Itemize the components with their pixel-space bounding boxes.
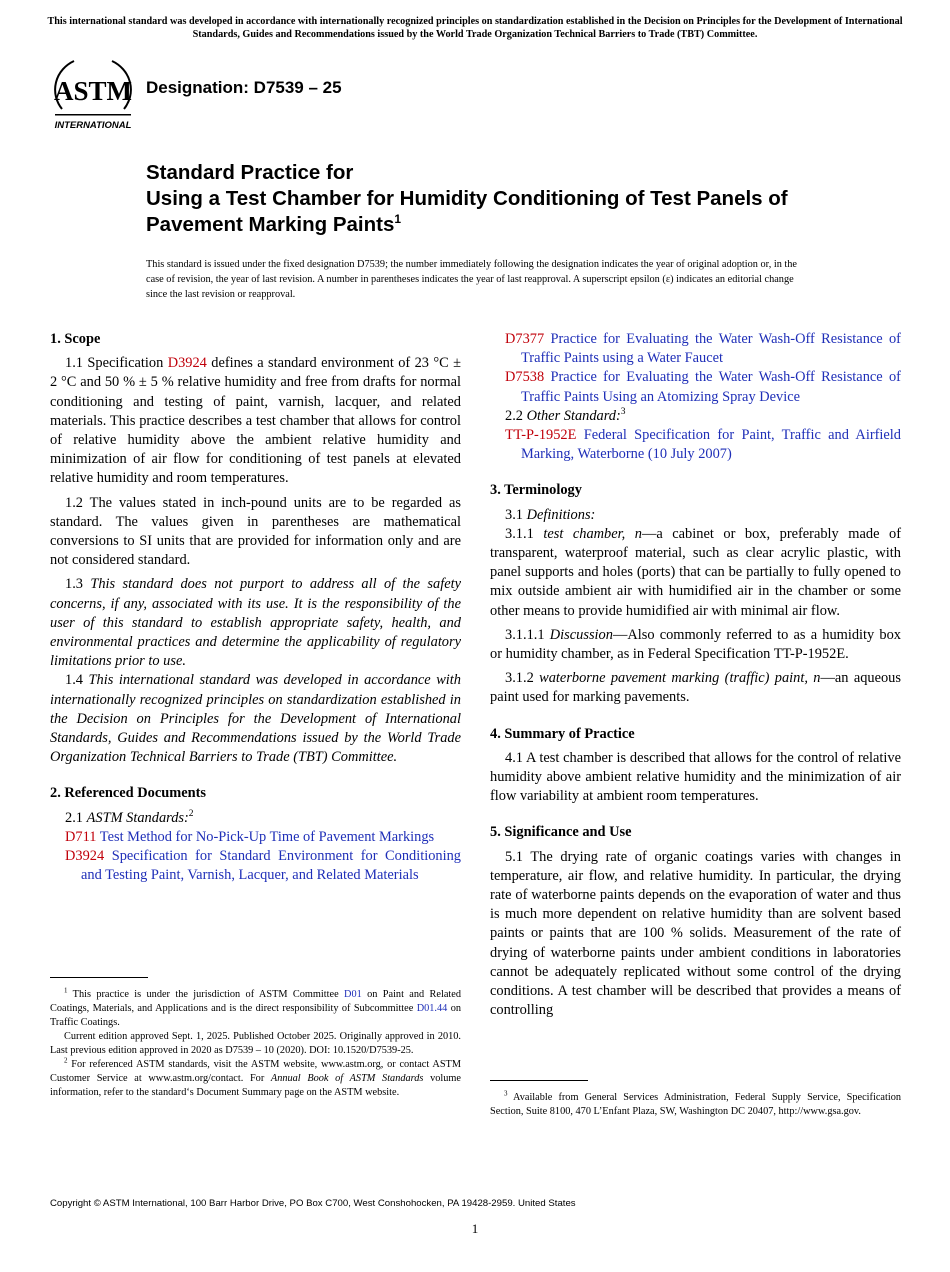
footnote-1: $^1$ This practice is under the jurisdiction of ASTM Committee D01 on Paint and Related Coatings, Materials, and Applications and is the direct responsibility of Subcommittee D01.44 on Traffic Coatings. bbox=[50, 986, 461, 1028]
document-title bbox=[146, 160, 866, 238]
title-line-2: Using a Test Chamber for Humidity Conditioning of Test Panels of Pavement Marking Paints bbox=[146, 187, 788, 236]
terminology-heading: 3. Terminology bbox=[490, 482, 582, 499]
para-1-2: 1.2 The values stated in inch-pound units are to be regarded as standard. The values given in parentheses are mathematical conversions to SI units that are provided for information only and are not considered standard. bbox=[50, 494, 461, 569]
significance-heading: 5. Significance and Use bbox=[490, 824, 632, 841]
ref-tt-p-1952e[interactable]: TT-P-1952E Federal Specification for Paint, Traffic and Airfield Marking, Waterborne (10 July 2007) bbox=[505, 427, 901, 463]
right-column bbox=[490, 330, 901, 1021]
designation: Designation: D7539 – 25 bbox=[146, 78, 342, 97]
scope-heading: 1. Scope bbox=[50, 331, 101, 347]
footnote-1-edition: Current edition approved Sept. 1, 2025. Published October 2025. Originally approved in 2010. Last previous edition approved in 2020 as D7539 – 10 (2020). DOI: 10.1520/D7539-25. bbox=[50, 1031, 461, 1056]
para-3-1-1-1: 3.1.1.1 Discussion—Also commonly referred to as a humidity box or humidity chamber, as in Federal Specification TT-P-1952E. bbox=[490, 626, 902, 663]
issuance-note: This standard is issued under the fixed designation D7539; the number immediately following the designation indicates the year of original adoption or, in the case of revision, the year of last revision. A number in parentheses indicates the year of last reapproval. A superscript epsilon (ε) indicates an editorial change since the last revision or reapproval. bbox=[146, 259, 798, 300]
astm-logo bbox=[52, 57, 134, 131]
para-4-1: 4.1 A test chamber is described that allows for the control of relative humidity above ambient relative humidity and the minimization of air flow variability at ambient room temperatures. bbox=[490, 749, 901, 805]
para-2-2: 2.2 Other Standard:$^3$ bbox=[505, 407, 626, 424]
title-main bbox=[146, 186, 866, 238]
ref-d7377[interactable]: D7377 Practice for Evaluating the Water Wash-Off Resistance of Traffic Paints using a Water Faucet bbox=[505, 331, 901, 367]
footnote-3: $^3$ Available from General Services Administration, Federal Supply Service, Specification Section, Suite 8100, 470 L’Enfant Plaza, SW, Washington DC 20407, http://www.gsa.gov. bbox=[490, 1089, 901, 1117]
logo-text-bottom: INTERNATIONAL bbox=[54, 120, 132, 131]
d01-44-link[interactable]: D01.44 bbox=[416, 1003, 448, 1014]
copyright: Copyright © ASTM International, 100 Barr Harbor Drive, PO Box C700, West Conshohocken, PA 19428-2959. United States bbox=[50, 1198, 576, 1209]
para-1-4: 1.4 This international standard was developed in accordance with internationally recognized principles on standardization established in the Decision on Principles for the Development of International Standards, Guides and Recommendations issued by the World Trade Organization Technical Barriers to Trade (TBT) Committee. bbox=[50, 672, 461, 766]
ref-d7538[interactable]: D7538 Practice for Evaluating the Water Wash-Off Resistance of Traffic Paints Using an Atomizing Spray Device bbox=[505, 369, 901, 405]
ref-d711[interactable]: D711 Test Method for No-Pick-Up Time of Pavement Markings bbox=[65, 828, 435, 845]
d3924-link[interactable]: D3924 bbox=[167, 355, 207, 372]
footnotes-left bbox=[50, 988, 461, 1100]
page-number: 1 bbox=[471, 1221, 479, 1236]
logo-text-top: ASTM bbox=[53, 76, 133, 106]
title-footnote-mark: 1 bbox=[394, 212, 402, 227]
para-3-1: 3.1 Definitions: bbox=[505, 506, 596, 523]
footnote-rule-right bbox=[490, 1080, 588, 1081]
para-3-1-1: 3.1.1 test chamber, n—a cabinet or box, preferably made of transparent, waterproof material, such as clear acrylic plastic, with panel supports and holes (ports) that can be partially to fully opened to mix outside ambient air with humidified air in the chamber or some other means to provide humidified air with minimal air flow. bbox=[490, 525, 901, 619]
d01-link[interactable]: D01 bbox=[344, 989, 362, 1000]
summary-heading: 4. Summary of Practice bbox=[490, 725, 635, 742]
para-2-1: 2.1 ASTM Standards:$^2$ bbox=[65, 808, 194, 826]
title-line-1: Standard Practice for bbox=[146, 161, 354, 184]
para-1-1: 1.1 Specification D3924 defines a standard environment of 23 °C ± 2 °C and 50 % ± 5 % relative humidity and free from drafts for normal conditioning and testing of paint, varnish, lacquer, and related materials. This practice describes a test chamber that allows for control of relative humidity above the ambient relative humidity and minimization of air flow for conditioning of test panels at elevated relative humidity and room temperatures. bbox=[50, 355, 462, 487]
footnote-2: $^2$ For referenced ASTM standards, visit the ASTM website, www.astm.org, or contact ASTM Customer Service at www.astm.org/contact. For Annual Book of ASTM Standards volume information, refer to the standard‘s Document Summary page on the ASTM website. bbox=[50, 1056, 461, 1098]
ref-d3924[interactable]: D3924 Specification for Standard Environment for Conditioning and Testing Paint, Varnish, Lacquer, and Related Materials bbox=[65, 848, 461, 884]
top-notice: This international standard was developed in accordance with internationally recognized principles on standardization established in the Decision on Principles for the Development of International Standards, Guides and Recommendations issued by the World Trade Organization Technical Barriers to Trade (TBT) Committee. bbox=[47, 16, 903, 40]
left-column bbox=[50, 330, 461, 885]
para-3-1-2: 3.1.2 waterborne pavement marking (traffic) paint, n—an aqueous paint used for marking pavements. bbox=[490, 670, 901, 706]
footnote-rule-left bbox=[50, 977, 148, 978]
referenced-heading: 2. Referenced Documents bbox=[50, 785, 206, 802]
para-1-3: 1.3 This standard does not purport to address all of the safety concerns, if any, associated with its use. It is the responsibility of the user of this standard to establish appropriate safety, health, and environmental practices and determine the applicability of regulatory limitations prior to use. bbox=[50, 576, 461, 670]
footnotes-right bbox=[490, 1091, 901, 1119]
para-5-1: 5.1 The drying rate of organic coatings varies with changes in temperature, air flow, and relative humidity. In particular, the drying rate of waterborne paints depends on the evaporation of water and thus is much more dependent on relative humidity than are solvent based paints or paints that are 100 % solids. Measurement of the rate of drying of waterborne paints under ambient conditions in laboratories cannot be adequately replicated without some control of the drying conditions. A test chamber will be described that provides a means of controlling bbox=[490, 848, 901, 1019]
